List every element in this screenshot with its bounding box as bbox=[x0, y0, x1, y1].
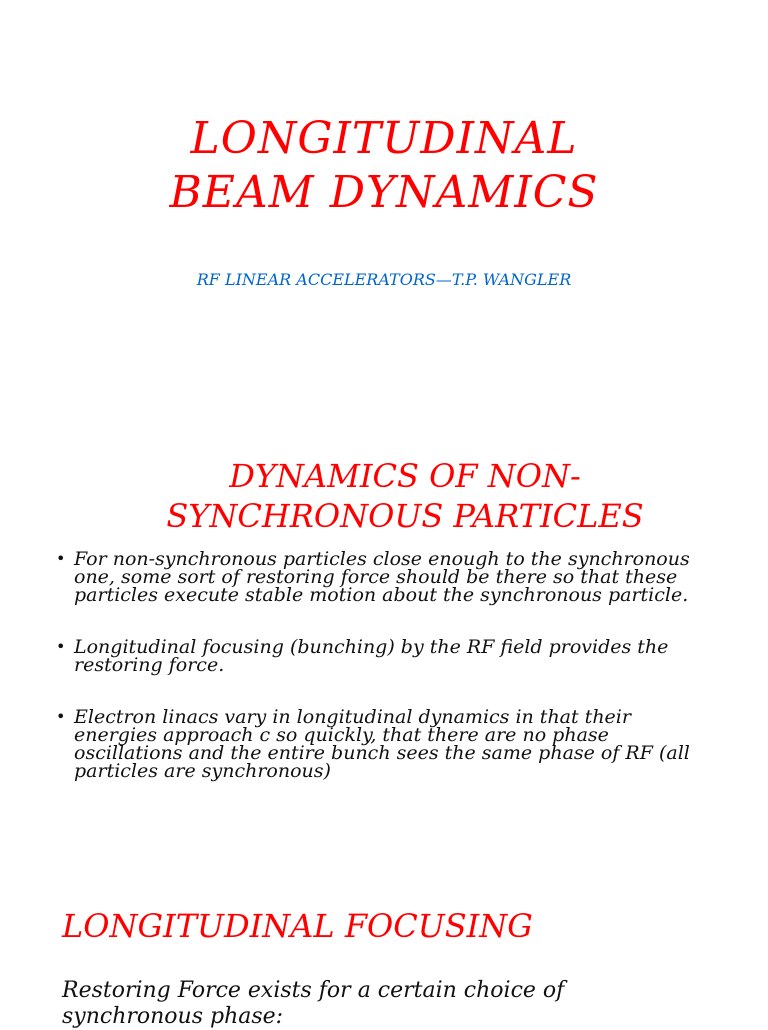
focus-text: Restoring Force exists for a certain choice of synchronous phase: bbox=[62, 978, 565, 1029]
bullet-dot-icon: • bbox=[56, 637, 66, 656]
bullet-item bbox=[56, 638, 716, 674]
subtitle: RF LINEAR ACCELERATORS—T.P. WANGLER bbox=[196, 270, 572, 289]
main-title bbox=[0, 112, 768, 220]
section-title-line-1: DYNAMICS OF NON- bbox=[229, 457, 581, 495]
slide-non-synchronous bbox=[0, 400, 768, 840]
bullet-dot-icon: • bbox=[56, 707, 66, 726]
slide-longitudinal-focusing bbox=[0, 840, 768, 1029]
bullet-text: Electron linacs vary in longitudinal dynamics in that their energies approach c so quickly, that there are no phase oscillations and the entire bunch sees the same phase of RF (all particles are synchronous) bbox=[74, 706, 690, 782]
bullet-list bbox=[56, 550, 716, 814]
bullet-item bbox=[56, 550, 716, 604]
main-title-line-2: BEAM DYNAMICS bbox=[169, 167, 599, 218]
section-title-line-2: SYNCHRONOUS PARTICLES bbox=[166, 497, 644, 535]
bullet-dot-icon: • bbox=[56, 549, 66, 568]
main-title-line-1: LONGITUDINAL bbox=[190, 113, 578, 164]
bullet-text: For non-synchronous particles close enough to the synchronous one, some sort of restoring force should be there so that these particles execute stable motion about the synchronous particle. bbox=[74, 548, 690, 606]
bullet-item bbox=[56, 708, 716, 780]
bullet-text: Longitudinal focusing (bunching) by the RF field provides the restoring force. bbox=[74, 636, 669, 676]
focus-title: LONGITUDINAL FOCUSING bbox=[62, 907, 533, 945]
section-title bbox=[100, 456, 710, 536]
slide-title bbox=[0, 0, 768, 400]
